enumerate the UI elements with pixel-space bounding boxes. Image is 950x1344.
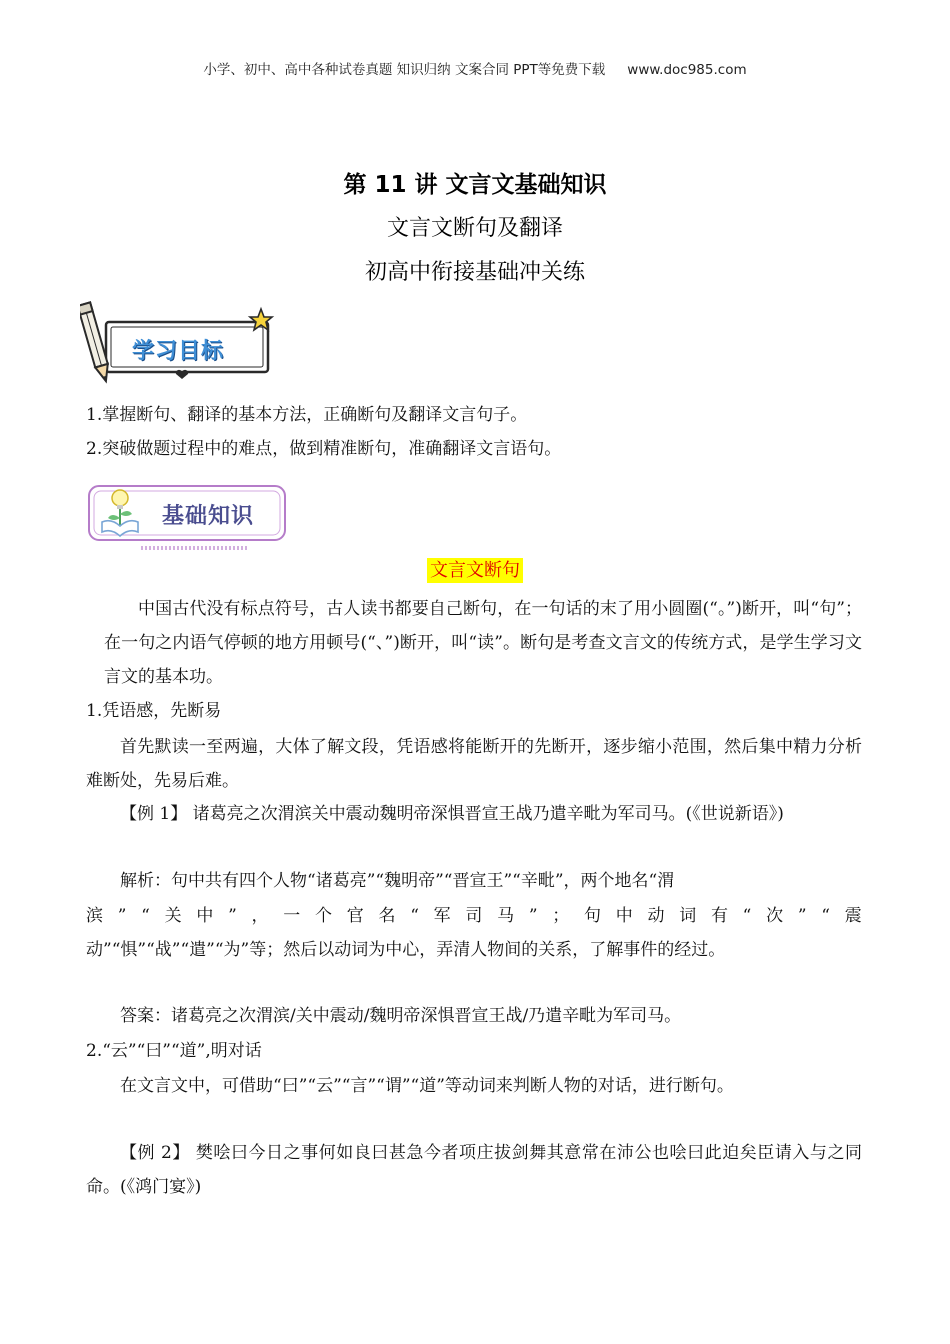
analysis-char: 个 (314, 906, 332, 926)
analysis-line-3: 动”“惧”“战”“遣”“为”等；然后以动词为中心，弄清人物间的关系，了解事件的经过。 (86, 940, 726, 960)
analysis-char: 军 (433, 906, 451, 926)
example-1: 【例 1】 诸葛亮之次渭滨关中震动魏明帝深惧晋宣王战乃遣辛毗为军司马。(《世说新语》) (120, 804, 784, 824)
analysis-char: 官 (346, 906, 364, 926)
analysis-char: ” (117, 906, 127, 926)
method-1-text: 首先默读一至两遍，大体了解文段，凭语感将能断开的先断开，逐步缩小范围，然后集中精力分析难断处，先易后难。 (86, 737, 862, 791)
analysis-char: 有 (710, 906, 728, 926)
analysis-char: 滨 (86, 906, 103, 926)
goal-item-1: 1.掌握断句、翻译的基本方法，正确断句及翻译文言句子。 (86, 405, 528, 425)
answer-1: 答案：诸葛亮之次渭滨/关中震动/魏明帝深惧晋宣王战/乃遣辛毗为军司马。 (120, 1006, 682, 1026)
learning-goals-label: 学习目标 (132, 339, 225, 364)
method-2-heading: 2.“云”“曰”“道”,明对话 (86, 1041, 262, 1061)
analysis-char: 中 (196, 906, 214, 926)
goal-item-2: 2.突破做题过程中的难点，做到精准断句，准确翻译文言语句。 (86, 439, 562, 459)
method-1-heading: 1.凭语感，先断易 (86, 701, 222, 721)
analysis-char: “ (410, 906, 419, 926)
analysis-char: 词 (679, 906, 697, 926)
analysis-char: “ (821, 906, 830, 926)
learning-goals-badge (80, 298, 280, 390)
analysis-char: 动 (647, 906, 665, 926)
analysis-char: ” (228, 906, 237, 926)
analysis-char: ” (797, 906, 807, 926)
analysis-char: 司 (465, 906, 483, 926)
example-2: 【例 2】 樊哙曰今日之事何如良曰甚急今者项庄拔剑舞其意常在沛公也哙曰此迫矣臣请入与之同命。(《鸿门宴》) (86, 1143, 862, 1197)
analysis-char: ， (251, 906, 269, 926)
analysis-line-1: 解析：句中共有四个人物“诸葛亮”“魏明帝”“晋宣王”“辛毗”，两个地名“渭 (120, 871, 675, 891)
lesson-title: 第 11 讲 文言文基础知识 (343, 172, 607, 198)
section-title (0, 556, 950, 582)
header-text: 小学、初中、高中各种试卷真题 知识归纳 文案合同 PPT等免费下载 (203, 62, 606, 78)
analysis-char: 关 (164, 906, 182, 926)
page-header (0, 58, 950, 78)
analysis-char: 句 (584, 906, 601, 926)
analysis-char: ” (528, 906, 538, 926)
analysis-char: 中 (615, 906, 633, 926)
basic-knowledge-badge (86, 482, 292, 552)
basic-knowledge-label: 基础知识 (162, 504, 255, 529)
analysis-char: 次 (766, 906, 784, 926)
analysis-char: “ (742, 906, 752, 926)
intro-paragraph: 中国古代没有标点符号，古人读书都要自己断句，在一句话的末了用小圆圈(“。”)断开，叫“句”；在一句之内语气停顿的地方用顿号(“、”)断开，叫“读”。断句是考查文言文的传统方式，是学生学习文言文的基本功。 (104, 599, 862, 687)
analysis-char: “ (141, 906, 150, 926)
analysis-char: ； (552, 906, 570, 926)
lesson-subtitle: 文言文断句及翻译 (386, 216, 563, 241)
section-title-text: 文言文断句 (427, 558, 523, 583)
analysis-char: 一 (283, 906, 301, 926)
analysis-line-2 (86, 899, 862, 933)
method-2-text: 在文言文中，可借助“曰”“云”“言”“谓”“道”等动词来判断人物的对话，进行断句。 (120, 1076, 734, 1096)
header-site-link[interactable]: www.doc985.com (627, 62, 747, 78)
analysis-char: 震 (844, 906, 862, 926)
lesson-subtitle-2: 初高中衔接基础冲关练 (364, 260, 585, 285)
analysis-char: 马 (497, 906, 515, 926)
analysis-char: 名 (378, 906, 396, 926)
